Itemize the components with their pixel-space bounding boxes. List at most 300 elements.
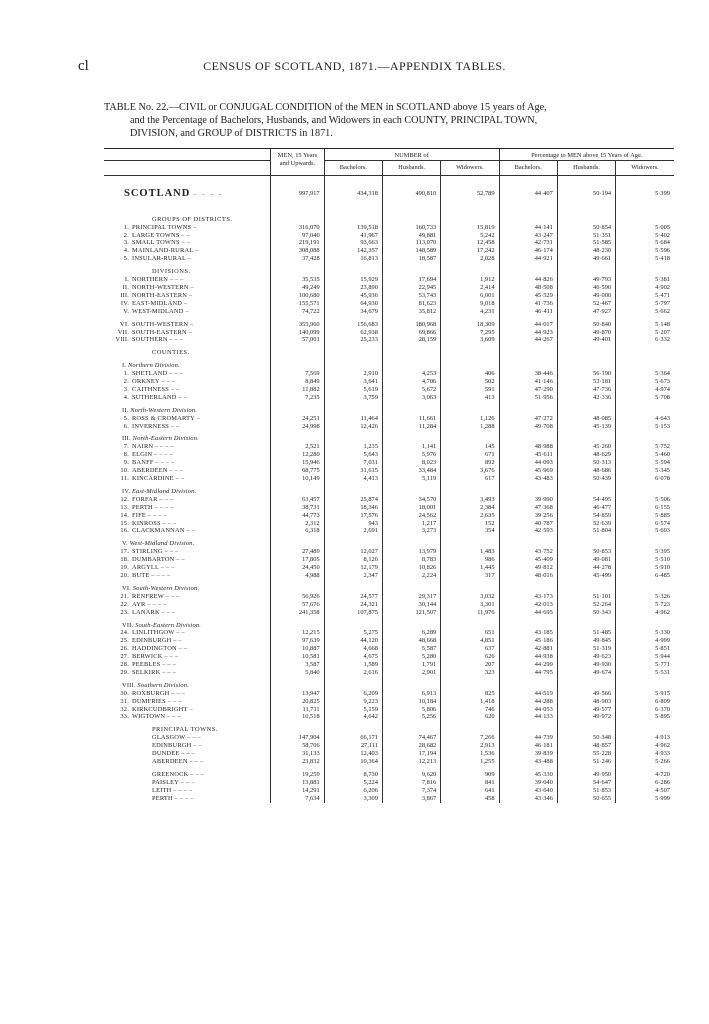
cell-pct-bachelors: 43·488 [499,758,557,766]
row-name: NORTH-WESTERN [132,283,189,291]
cell-bachelors: 64,930 [324,300,382,308]
cell-bachelors: 2,616 [324,669,382,677]
leader-dashes: – – – – [152,503,174,511]
cell-pct-husbands: 49·674 [557,669,615,677]
leader-dashes: – – – [187,758,204,765]
row-number: 6. [123,422,129,430]
row-label [104,527,271,535]
cell-bachelors: 4,668 [324,645,382,653]
cell-pct-bachelors: 51·956 [499,394,557,402]
division-heading [104,402,271,415]
row-label [104,443,271,451]
cell-widowers: 671 [441,451,499,459]
cell-pct-husbands: 48·629 [557,451,615,459]
cell-pct-widowers: 5·153 [616,423,674,431]
empty-cell [499,430,557,443]
empty-cell [271,617,324,630]
cell-men: 17,805 [271,556,324,564]
cell-husbands: 30,144 [382,601,440,609]
cell-pct-widowers: 5·723 [616,601,674,609]
table-row [104,629,674,637]
header-men: MEN, 15 Years and Upwards. [271,149,324,176]
cell-men: 2,312 [271,520,324,528]
cell-pct-bachelors: 45·409 [499,556,557,564]
cell-pct-husbands: 50·853 [557,548,615,556]
cell-pct-husbands: 50·439 [557,475,615,483]
cell-pct-bachelors: 42·731 [499,239,557,247]
table-row [104,750,674,758]
cell-men: 2,521 [271,443,324,451]
row-number: 23. [120,608,129,616]
cell-pct-widowers: 5·326 [616,593,674,601]
table-row [104,706,674,714]
table-row [104,467,674,475]
row-number: VIII. [115,336,129,344]
empty-cell [557,430,615,443]
cell-bachelors: 15,929 [324,276,382,284]
division-heading-row [104,483,674,496]
leader-dashes: – – [176,645,188,653]
table-row [104,637,674,645]
row-number: 7. [123,443,129,451]
row-number: 28. [120,661,129,669]
cell-husbands: 24,562 [382,512,440,520]
empty-cell [271,430,324,443]
cell-men: 14,291 [271,787,324,795]
row-label [104,224,271,232]
cell-husbands: 2,224 [382,572,440,580]
empty-cell [441,211,499,224]
scotland-pct-bachelors: 44·407 [499,176,557,211]
scotland-name: SCOTLAND [124,187,191,199]
cell-men: 44,773 [271,512,324,520]
empty-cell [271,677,324,690]
row-label [104,378,271,386]
cell-men: 11,711 [271,706,324,714]
cell-pct-bachelors: 48·508 [499,284,557,292]
row-number: 3. [123,239,129,247]
row-name: PAISLEY [152,778,180,786]
cell-widowers: 18,309 [441,321,499,329]
table-row [104,593,674,601]
cell-pct-widowers: 5·395 [616,548,674,556]
leader-dashes: – – [171,637,182,645]
cell-husbands: 5,976 [382,451,440,459]
cell-husbands: 148,589 [382,247,440,255]
leader-dashes: – – – – [153,443,175,451]
row-label [104,734,271,742]
row-name: LINLITHGOW [132,629,175,637]
cell-pct-widowers: 4·913 [616,734,674,742]
empty-cell [499,721,557,734]
division-roman: I. [122,362,127,370]
division-title: East-Midland Division. [131,487,197,495]
row-number: 2. [123,378,129,386]
row-label [104,637,271,645]
cell-widowers: 11,976 [441,609,499,617]
cell-widowers: 3,676 [441,467,499,475]
cell-pct-husbands: 51·319 [557,645,615,653]
cell-pct-bachelors: 44·739 [499,734,557,742]
cell-pct-husbands: 44·278 [557,564,615,572]
header-bachelors: Bachelors. [324,160,382,175]
empty-cell [557,580,615,593]
leader-dashes: – – – – [145,511,167,519]
row-number: 5. [123,255,129,263]
cell-men: 147,904 [271,734,324,742]
row-label [104,706,271,714]
cell-men: 219,191 [271,239,324,247]
table-row [104,475,674,483]
cell-bachelors: 9,223 [324,698,382,706]
cell-husbands: 35,812 [382,308,440,316]
cell-husbands: 5,256 [382,713,440,721]
empty-cell [499,402,557,415]
row-name: RENFREW [132,592,164,600]
cell-pct-widowers: 5·999 [616,795,674,803]
cell-bachelors: 12,027 [324,548,382,556]
cell-pct-husbands: 52·264 [557,601,615,609]
row-label [104,247,271,255]
cell-pct-bachelors: 44·017 [499,321,557,329]
cell-men: 27,489 [271,548,324,556]
cell-pct-widowers: 5·771 [616,661,674,669]
cell-pct-husbands: 50·854 [557,224,615,232]
header-blank [104,149,271,161]
leader-dashes: – – – [157,495,174,503]
empty-cell [557,617,615,630]
table-row [104,742,674,750]
cell-pct-widowers: 5·851 [616,645,674,653]
row-number: 1. [123,223,129,231]
table-row [104,232,674,240]
row-name: INSULAR-RURAL [132,255,187,263]
cell-pct-widowers: 6·574 [616,520,674,528]
header-pct-husbands: Husbands. [557,160,615,175]
cell-bachelors: 25,874 [324,496,382,504]
cell-widowers: 1,445 [441,564,499,572]
leader-dashes: – – [174,629,185,637]
cell-widowers: 406 [441,370,499,378]
cell-pct-husbands: 45·499 [557,572,615,580]
leader-dashes: – – – [179,778,195,786]
row-label [104,336,271,344]
cell-pct-bachelors: 44·795 [499,669,557,677]
cell-men: 97,639 [271,637,324,645]
cell-pct-widowers: 5·266 [616,758,674,766]
row-name: KINROSS [132,519,161,527]
cell-husbands: 81,623 [382,300,440,308]
cell-pct-widowers: 5·662 [616,308,674,316]
cell-pct-widowers: 5·471 [616,292,674,300]
cell-men: 10,518 [271,713,324,721]
leader-dashes: – – – [169,689,186,697]
cell-husbands: 7,374 [382,787,440,795]
table-row [104,779,674,787]
cell-bachelors: 5,159 [324,706,382,714]
row-name: NORTHERN [132,276,169,284]
row-name: SUTHERLAND [132,393,177,401]
row-number: 17. [120,548,129,556]
cell-husbands: 11,284 [382,423,440,431]
row-number: 10. [120,467,129,475]
leader-dashes: – [188,320,194,328]
empty-cell [324,430,382,443]
row-name: INVERNESS [132,422,169,430]
cell-pct-widowers: 5·005 [616,224,674,232]
cell-pct-husbands: 55·228 [557,750,615,758]
leader-dashes: – – – – [149,571,171,579]
division-heading [104,580,271,593]
empty-cell [271,483,324,496]
empty-cell [616,535,674,548]
cell-husbands: 180,968 [382,321,440,329]
cell-husbands: 8,023 [382,459,440,467]
cell-husbands: 12,213 [382,758,440,766]
leader-dashes: – [195,414,201,422]
cell-pct-widowers: 5·207 [616,329,674,337]
cell-husbands: 5,119 [382,475,440,483]
cell-widowers: 3,609 [441,336,499,344]
cell-pct-widowers: 5·885 [616,512,674,520]
table-row [104,415,674,423]
section-heading-row [104,721,674,734]
table-row [104,698,674,706]
cell-husbands: 3,063 [382,394,440,402]
cell-pct-bachelors: 48·988 [499,443,557,451]
cell-pct-bachelors: 43·640 [499,787,557,795]
cell-widowers: 909 [441,771,499,779]
leader-dashes: – [187,705,193,713]
empty-cell [271,357,324,370]
table-row [104,224,674,232]
row-number: 18. [120,556,129,564]
table-row [104,653,674,661]
row-label [104,394,271,402]
cell-bachelors: 34,679 [324,308,382,316]
census-table [104,148,674,803]
cell-widowers: 2,913 [441,742,499,750]
leader-dashes: – – – [168,276,184,284]
cell-men: 19,259 [271,771,324,779]
cell-pct-husbands: 46·590 [557,284,615,292]
empty-cell [382,483,440,496]
header-pct-bachelors: Bachelors. [499,160,557,175]
row-label [104,520,271,528]
cell-pct-bachelors: 45·330 [499,771,557,779]
cell-widowers: 641 [441,787,499,795]
cell-pct-widowers: 5·596 [616,247,674,255]
division-heading [104,357,271,370]
cell-pct-widowers: 5·531 [616,669,674,677]
cell-husbands: 18,001 [382,504,440,512]
cell-pct-husbands: 51·351 [557,232,615,240]
table-row [104,300,674,308]
row-number: VI. [120,320,129,328]
division-heading-row [104,357,674,370]
cell-bachelors: 1,589 [324,661,382,669]
cell-men: 15,946 [271,459,324,467]
scotland-husbands: 490,810 [382,176,440,211]
cell-widowers: 617 [441,475,499,483]
division-heading-row [104,677,674,690]
leader-dashes: – – – – [145,600,167,608]
table-row [104,787,674,795]
cell-pct-husbands: 51·585 [557,239,615,247]
row-name: EDINBURGH [152,742,192,750]
cell-pct-widowers: 6·155 [616,504,674,512]
row-name: ROXBURGH [132,689,170,697]
table-body [104,176,674,803]
cell-pct-bachelors: 43·173 [499,593,557,601]
cell-bachelors: 31,615 [324,467,382,475]
cell-pct-bachelors: 44·133 [499,713,557,721]
cell-bachelors: 66,171 [324,734,382,742]
cell-husbands: 5,806 [382,706,440,714]
cell-men: 24,251 [271,415,324,423]
empty-cell [441,677,499,690]
cell-pct-widowers: 4·933 [616,750,674,758]
cell-pct-bachelors: 45·529 [499,292,557,300]
cell-pct-widowers: 5·684 [616,239,674,247]
row-label [104,690,271,698]
row-label [104,239,271,247]
cell-pct-widowers: 5·506 [616,496,674,504]
row-name: FIFE [132,511,146,519]
cell-husbands: 160,733 [382,224,440,232]
cell-men: 10,581 [271,653,324,661]
cell-husbands: 69,866 [382,329,440,337]
division-roman: IV. [122,487,131,495]
cell-pct-husbands: 49·972 [557,713,615,721]
cell-men: 58,706 [271,742,324,750]
cell-pct-bachelors: 46·181 [499,742,557,750]
cell-bachelors: 11,464 [324,415,382,423]
division-heading [104,430,271,443]
leader-dashes: – – – [160,661,176,669]
cell-widowers: 152 [441,520,499,528]
row-number: 2. [123,231,129,239]
cell-pct-widowers: 4·902 [616,284,674,292]
row-name: WEST-MIDLAND [132,307,184,315]
empty-cell [499,617,557,630]
cell-pct-widowers: 5·418 [616,255,674,263]
cell-men: 12,215 [271,629,324,637]
cell-pct-husbands: 47·736 [557,386,615,394]
cell-pct-widowers: 5·944 [616,653,674,661]
empty-cell [271,263,324,276]
row-number: 11. [120,475,129,482]
cell-widowers: 2,384 [441,504,499,512]
leader-dashes: – – – [165,713,181,721]
cell-husbands: 3,867 [382,795,440,803]
division-title: North-Eastern Division. [132,435,199,443]
cell-pct-bachelors: 47·290 [499,386,557,394]
cell-pct-husbands: 49·793 [557,276,615,284]
empty-cell [382,430,440,443]
cell-widowers: 354 [441,527,499,535]
section-heading: PRINCIPAL TOWNS. [152,726,218,734]
empty-cell [324,402,382,415]
cell-pct-husbands: 54·495 [557,496,615,504]
empty-cell [441,430,499,443]
table-row [104,758,674,766]
cell-widowers: 1,536 [441,750,499,758]
table-row [104,556,674,564]
row-name: NAIRN [132,443,154,451]
row-label [104,386,271,394]
cell-bachelors: 4,675 [324,653,382,661]
cell-pct-widowers: 5·402 [616,232,674,240]
cell-pct-husbands: 48·085 [557,415,615,423]
cell-pct-bachelors: 49·812 [499,564,557,572]
row-number: 13. [120,503,129,511]
table-row [104,451,674,459]
cell-men: 10,149 [271,475,324,483]
row-name: SOUTH-EASTERN [132,328,187,336]
cell-pct-bachelors: 47·272 [499,415,557,423]
empty-cell [382,535,440,548]
cell-men: 57,676 [271,601,324,609]
leader-dashes: – [186,255,192,263]
empty-cell [324,357,382,370]
cell-pct-bachelors: 41·736 [499,300,557,308]
row-name: BUTE [132,571,150,579]
row-name: EDINBURGH [132,637,172,645]
cell-pct-bachelors: 44·938 [499,653,557,661]
cell-men: 12,280 [271,451,324,459]
cell-bachelors: 8,126 [324,556,382,564]
cell-men: 24,450 [271,564,324,572]
cell-husbands: 29,317 [382,593,440,601]
cell-pct-bachelors: 43·185 [499,629,557,637]
cell-husbands: 4,706 [382,378,440,386]
cell-husbands: 1,141 [382,443,440,451]
cell-bachelors: 3,759 [324,394,382,402]
row-name: SOUTH-WESTERN [132,320,189,328]
cell-pct-widowers: 6·809 [616,698,674,706]
empty-cell [271,211,324,224]
empty-cell [557,677,615,690]
leader-dashes: – – – [160,668,176,676]
cell-bachelors: 142,357 [324,247,382,255]
row-name: PRINCIPAL TOWNS [132,223,192,231]
cell-widowers: 637 [441,645,499,653]
cell-pct-husbands: 50·655 [557,795,615,803]
header-blank-2 [104,160,271,175]
cell-pct-widowers: 5·752 [616,443,674,451]
empty-cell [324,535,382,548]
cell-pct-bachelors: 38·446 [499,370,557,378]
cell-men: 316,070 [271,224,324,232]
table-row [104,459,674,467]
cell-pct-bachelors: 44·519 [499,690,557,698]
row-label [104,329,271,337]
row-label [104,504,271,512]
leader-dashes: – [182,299,188,307]
cell-pct-husbands: 45·260 [557,443,615,451]
row-number: 15. [120,519,129,527]
scotland-pct-widowers: 5·399 [616,176,674,211]
cell-pct-widowers: 6·370 [616,706,674,714]
cell-bachelors: 3,641 [324,378,382,386]
cell-men: 100,680 [271,292,324,300]
cell-men: 13,947 [271,690,324,698]
cell-husbands: 17,694 [382,276,440,284]
cell-husbands: 10,184 [382,698,440,706]
cell-pct-husbands: 48·686 [557,467,615,475]
cell-pct-husbands: 45·139 [557,423,615,431]
